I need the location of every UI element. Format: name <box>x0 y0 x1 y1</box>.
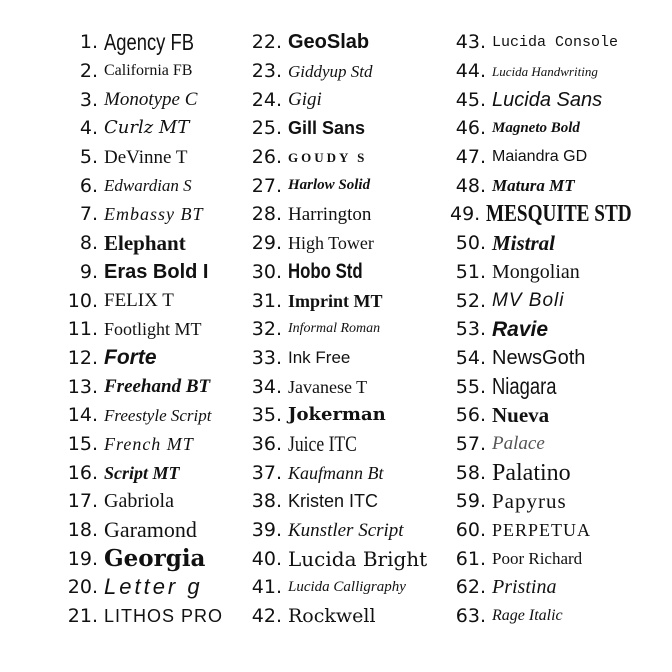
font-item <box>450 143 660 172</box>
font-item <box>246 114 446 143</box>
font-name: Poor Richard <box>492 549 583 569</box>
item-number: 52. <box>455 289 486 312</box>
font-item <box>62 372 242 401</box>
item-number: 38. <box>251 490 282 513</box>
font-name: California FB <box>104 62 193 80</box>
font-name: Gill Sans <box>288 118 366 139</box>
item-number: 29. <box>251 232 282 255</box>
item-number: 27. <box>251 174 282 197</box>
font-name: NewsGoth <box>492 346 586 369</box>
font-name: Nueva <box>492 402 550 427</box>
font-name: Edwardian S <box>104 176 192 196</box>
font-item <box>246 171 446 200</box>
font-name: Kristen ITC <box>288 491 379 512</box>
font-name: Kunstler Script <box>288 519 404 541</box>
font-item <box>62 143 242 172</box>
item-number: 15. <box>67 432 98 455</box>
item-number: 19. <box>67 547 98 570</box>
font-item <box>246 57 446 86</box>
item-number: 34. <box>251 375 282 398</box>
font-name: Georgia <box>104 545 206 573</box>
font-name: Hobo Std <box>288 260 363 284</box>
item-number: 3. <box>79 88 98 111</box>
item-number: 36. <box>251 432 282 455</box>
font-item <box>246 143 446 172</box>
font-item <box>450 602 660 631</box>
item-number: 50. <box>455 232 486 255</box>
font-name: FELIX T <box>104 290 174 312</box>
font-name: GOUDY S <box>288 149 368 165</box>
font-item <box>62 544 242 573</box>
item-number: 56. <box>455 404 486 427</box>
font-name: Magneto Bold <box>492 119 580 136</box>
item-number: 31. <box>251 289 282 312</box>
item-number: 8. <box>79 232 98 255</box>
font-name: Niagara <box>492 373 557 400</box>
font-item <box>246 516 446 545</box>
item-number: 57. <box>455 432 486 455</box>
font-item <box>450 430 660 459</box>
font-item <box>246 315 446 344</box>
item-number: 13. <box>67 375 98 398</box>
font-name: Harlow Solid <box>288 177 371 194</box>
item-number: 21. <box>67 605 98 628</box>
font-item <box>62 57 242 86</box>
item-number: 1. <box>79 31 98 54</box>
font-name: Rockwell <box>288 604 376 627</box>
font-item <box>450 372 660 401</box>
item-number: 33. <box>251 346 282 369</box>
item-number: 45. <box>455 88 486 111</box>
font-name: MESQUITE STD <box>486 201 632 228</box>
item-number: 17. <box>67 490 98 513</box>
font-item <box>450 57 660 86</box>
item-number: 32. <box>251 318 282 341</box>
font-item <box>246 286 446 315</box>
item-number: 63. <box>455 605 486 628</box>
font-item <box>246 573 446 602</box>
font-name: Agency FB <box>104 28 194 55</box>
font-name: Lucida Sans <box>492 88 603 111</box>
font-name: Mistral <box>492 230 556 255</box>
font-item <box>62 458 242 487</box>
font-name: Rage Italic <box>492 607 563 625</box>
font-item <box>246 544 446 573</box>
font-item <box>450 516 660 545</box>
font-column-2 <box>246 28 446 630</box>
item-number: 14. <box>67 404 98 427</box>
font-name: Curlz MT <box>104 117 190 139</box>
font-name: Papyrus <box>492 488 567 513</box>
item-number: 16. <box>67 461 98 484</box>
font-item <box>62 487 242 516</box>
font-name: Gabriola <box>104 490 174 513</box>
item-number: 4. <box>79 117 98 140</box>
font-item <box>246 28 446 57</box>
font-name: Freestyle Script <box>104 405 212 425</box>
font-column-3 <box>450 28 660 630</box>
font-name: Mongolian <box>492 260 580 283</box>
font-item <box>450 229 660 258</box>
item-number: 60. <box>455 519 486 542</box>
font-item <box>450 200 660 229</box>
font-name: Embassy BT <box>104 204 204 225</box>
font-item <box>62 171 242 200</box>
font-item <box>62 401 242 430</box>
font-item <box>62 200 242 229</box>
font-name: Javanese T <box>288 376 368 397</box>
font-column-1 <box>62 28 242 630</box>
font-item <box>450 401 660 430</box>
item-number: 40. <box>251 547 282 570</box>
font-item <box>450 85 660 114</box>
font-name: Palace <box>492 433 545 455</box>
font-name: Imprint MT <box>288 290 383 311</box>
item-number: 26. <box>251 146 282 169</box>
font-name: Eras Bold I <box>104 260 209 283</box>
font-name: Harrington <box>288 203 372 225</box>
item-number: 5. <box>79 146 98 169</box>
font-name: Lucida Bright <box>288 546 428 571</box>
item-number: 62. <box>455 576 486 599</box>
font-item <box>62 258 242 287</box>
font-name: Garamond <box>104 517 197 543</box>
item-number: 49. <box>450 203 481 226</box>
font-item <box>450 544 660 573</box>
font-item <box>450 458 660 487</box>
font-item <box>450 258 660 287</box>
font-name: Elephant <box>104 230 186 255</box>
font-item <box>450 286 660 315</box>
font-item <box>450 487 660 516</box>
font-name: LITHOS PRO <box>104 606 224 627</box>
item-number: 11. <box>67 318 98 341</box>
item-number: 55. <box>455 375 486 398</box>
font-item <box>246 458 446 487</box>
font-name: Palatino <box>492 459 571 486</box>
item-number: 58. <box>455 461 486 484</box>
item-number: 9. <box>79 260 98 283</box>
font-item <box>246 430 446 459</box>
font-name: Giddyup Std <box>288 61 373 81</box>
item-number: 61. <box>455 547 486 570</box>
item-number: 48. <box>455 174 486 197</box>
font-name: Jokerman <box>288 404 386 426</box>
font-name: Gigi <box>288 89 322 111</box>
font-name: Matura MT <box>492 176 575 196</box>
font-item <box>246 200 446 229</box>
item-number: 30. <box>251 260 282 283</box>
font-item <box>62 28 242 57</box>
item-number: 46. <box>455 117 486 140</box>
font-name: Pristina <box>492 576 557 599</box>
font-item <box>246 344 446 373</box>
font-item <box>246 85 446 114</box>
font-item <box>62 430 242 459</box>
font-item <box>450 315 660 344</box>
item-number: 37. <box>251 461 282 484</box>
font-item <box>246 602 446 631</box>
font-name: Lucida Console <box>492 33 619 51</box>
font-item <box>62 516 242 545</box>
item-number: 35. <box>251 404 282 427</box>
font-name: GeoSlab <box>288 31 370 54</box>
font-item <box>62 573 242 602</box>
font-name: Ravie <box>492 317 549 341</box>
item-number: 47. <box>455 146 486 169</box>
item-number: 54. <box>455 346 486 369</box>
item-number: 2. <box>79 60 98 83</box>
font-item <box>246 229 446 258</box>
font-item <box>62 286 242 315</box>
item-number: 43. <box>455 31 486 54</box>
font-name: Lucida Calligraphy <box>288 578 406 595</box>
font-item <box>450 28 660 57</box>
font-name: Ink Free <box>288 348 351 368</box>
font-item <box>62 114 242 143</box>
item-number: 28. <box>251 203 282 226</box>
font-item <box>450 344 660 373</box>
item-number: 44. <box>455 60 486 83</box>
item-number: 42. <box>251 605 282 628</box>
font-item <box>450 171 660 200</box>
font-item <box>62 315 242 344</box>
font-name: Maiandra GD <box>492 148 588 166</box>
font-name: Lucida Handwriting <box>492 63 598 79</box>
font-name: MV Boli <box>492 290 565 312</box>
item-number: 41. <box>251 576 282 599</box>
font-name: Monotype C <box>104 89 198 111</box>
font-item <box>246 258 446 287</box>
item-number: 22. <box>251 31 282 54</box>
font-item <box>62 602 242 631</box>
item-number: 20. <box>67 576 98 599</box>
font-name: PERPETUA <box>492 520 592 541</box>
item-number: 53. <box>455 318 486 341</box>
font-name: Footlight MT <box>104 319 202 340</box>
font-name: Juice ITC <box>288 430 357 456</box>
font-name: DeVinne T <box>104 146 188 168</box>
font-name: Freehand BT <box>104 376 211 398</box>
font-name: Kaufmann Bt <box>288 462 384 483</box>
font-item <box>62 85 242 114</box>
font-name: High Tower <box>288 233 374 254</box>
font-name: Letter g <box>104 574 203 600</box>
item-number: 39. <box>251 519 282 542</box>
item-number: 10. <box>67 289 98 312</box>
font-item <box>450 573 660 602</box>
font-name: Informal Roman <box>288 321 381 337</box>
font-item <box>62 344 242 373</box>
font-name: Script MT <box>104 462 180 483</box>
item-number: 25. <box>251 117 282 140</box>
font-item <box>62 229 242 258</box>
font-item <box>450 114 660 143</box>
item-number: 7. <box>79 203 98 226</box>
item-number: 23. <box>251 60 282 83</box>
item-number: 12. <box>67 346 98 369</box>
font-item <box>246 372 446 401</box>
item-number: 18. <box>67 519 98 542</box>
item-number: 6. <box>79 174 98 197</box>
item-number: 51. <box>455 260 486 283</box>
font-item <box>246 401 446 430</box>
font-item <box>246 487 446 516</box>
item-number: 59. <box>455 490 486 513</box>
font-name: Forte <box>104 346 157 370</box>
item-number: 24. <box>251 88 282 111</box>
font-name: French MT <box>104 433 194 454</box>
